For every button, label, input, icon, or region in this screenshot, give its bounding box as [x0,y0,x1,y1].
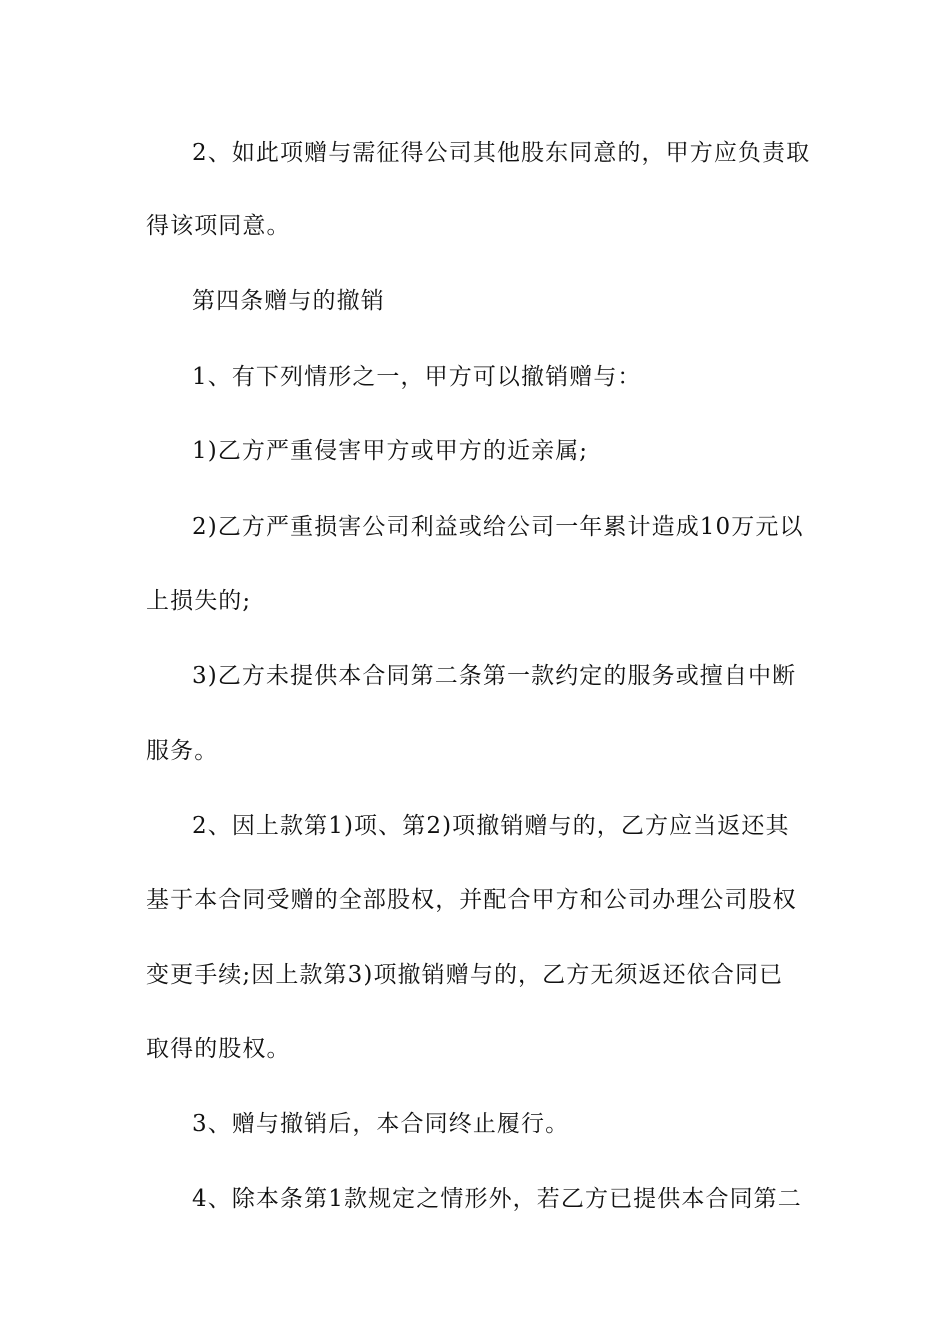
paragraph-line: 3、赠与撤销后，本合同终止履行。 [192,1111,570,1137]
paragraph-line: 4、除本条第1款规定之情形外，若乙方已提供本合同第二 [192,1186,802,1212]
paragraph-line: 得该项同意。 [146,213,291,239]
paragraph-line: 取得的股权。 [146,1036,291,1062]
paragraph-line: 基于本合同受赠的全部股权，并配合甲方和公司办理公司股权 [146,887,797,913]
paragraph-line: 1、有下列情形之一，甲方可以撤销赠与： [192,364,642,390]
list-item: 1)乙方严重侵害甲方或甲方的近亲属; [192,438,589,464]
paragraph-line: 2、如此项赠与需征得公司其他股东同意的，甲方应负责取 [192,140,811,166]
section-heading: 第四条赠与的撤销 [192,288,385,314]
paragraph-line: 服务。 [146,738,219,764]
list-item: 3)乙方未提供本合同第二条第一款约定的服务或擅自中断 [192,663,797,689]
paragraph-line: 上损失的; [146,588,252,614]
list-item: 2)乙方严重损害公司利益或给公司一年累计造成10万元以 [192,514,804,540]
paragraph-line: 2、因上款第1)项、第2)项撤销赠与的，乙方应当返还其 [192,813,790,839]
paragraph-line: 变更手续;因上款第3)项撤销赠与的，乙方无须返还依合同已 [146,962,784,988]
